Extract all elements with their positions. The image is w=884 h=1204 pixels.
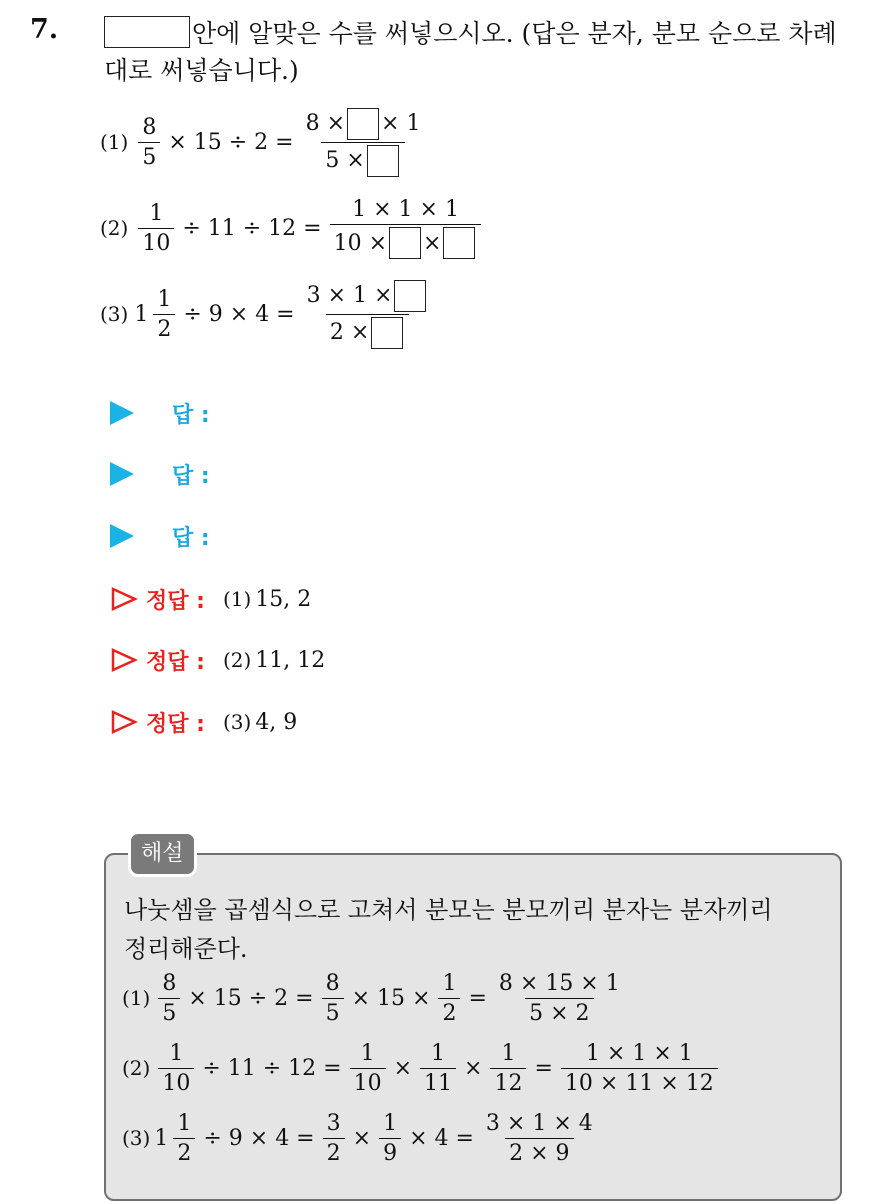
arrow-right-icon	[110, 524, 134, 548]
answer-fraction: $\frac{3 \times 1 \times}{2 \times}$	[303, 280, 433, 349]
explanation-tab: 해설	[128, 831, 197, 877]
answer-key-3: 정답 : (3) 4, 9	[110, 706, 297, 738]
fraction: $\frac{8}{5}$	[138, 115, 160, 170]
question-number: 7.	[30, 14, 59, 45]
question-text-continued: 대로 써넣습니다.)	[104, 56, 299, 85]
fraction: $\frac{1}{2}$	[153, 287, 175, 342]
fraction: $\frac{1}{10}$	[138, 201, 174, 256]
problem-2: (2) $\frac{1}{10}$ ÷ 11 ÷ 12 = 1 × 1 × 1 10 × ×	[100, 193, 485, 263]
answer-blank[interactable]	[443, 227, 475, 259]
answer-row-2[interactable]: 답 :	[110, 459, 210, 489]
explanation-text-continued: 정리해준다.	[124, 935, 248, 963]
answer-blank[interactable]	[347, 108, 379, 140]
outline-arrow-icon	[110, 709, 138, 735]
arrow-right-icon	[110, 401, 134, 425]
answer-row-3[interactable]: 답 :	[110, 521, 210, 551]
problem-1: (1) $\frac{8}{5}$ × 15 ÷ 2 = 8 × × 1 5 ×	[100, 107, 428, 177]
question-text: 안에 알맞은 수를 써넣으시오. (답은 분자, 분모 순으로 차례	[104, 16, 837, 49]
answer-fraction: 8 × × 1 5 ×	[302, 108, 425, 177]
explanation-step-1: (1) $\frac{8}{5}$ × 15 ÷ 2 = $\frac{8}{5}$ × 15 × $\frac{1}{2}$ = $\frac{8 \times 15 \times 1}{5 \times 2}$	[122, 970, 620, 1026]
outline-arrow-icon	[110, 647, 138, 673]
blank-box-example	[104, 16, 190, 48]
outline-arrow-icon	[110, 586, 138, 612]
answer-key-1: 정답 : (1) 15, 2	[110, 583, 311, 615]
answer-blank[interactable]	[394, 280, 426, 312]
explanation-step-3: (3) 1 $\frac{1}{2}$ ÷ 9 × 4 = $\frac{3}{2}$ × $\frac{1}{9}$ × 4 = $\frac{3 \times 1 \times 4}{2 \times 9}$	[122, 1110, 593, 1166]
explanation-step-2: (2) $\frac{1}{10}$ ÷ 11 ÷ 12 = $\frac{1}{10}$ × $\frac{1}{11}$ × $\frac{1}{12}$ = $\frac{1 \times 1 \times 1}{10 \times 11 \times 12}$	[122, 1033, 722, 1103]
answer-blank[interactable]	[389, 227, 421, 259]
answer-blank[interactable]	[371, 317, 403, 349]
answer-fraction: 1 × 1 × 1 10 × ×	[330, 197, 482, 259]
answer-key-2: 정답 : (2) 11, 12	[110, 644, 325, 676]
arrow-right-icon	[110, 462, 134, 486]
answer-row-1[interactable]: 답 :	[110, 398, 210, 428]
answer-blank[interactable]	[367, 145, 399, 177]
explanation-text: 나눗셈을 곱셈식으로 고쳐서 분모는 분모끼리 분자는 분자끼리	[124, 896, 773, 924]
problem-3: (3) 1 $\frac{1}{2}$ ÷ 9 × 4 = $\frac{3 \times 1 \times}{2 \times}$	[100, 279, 436, 349]
